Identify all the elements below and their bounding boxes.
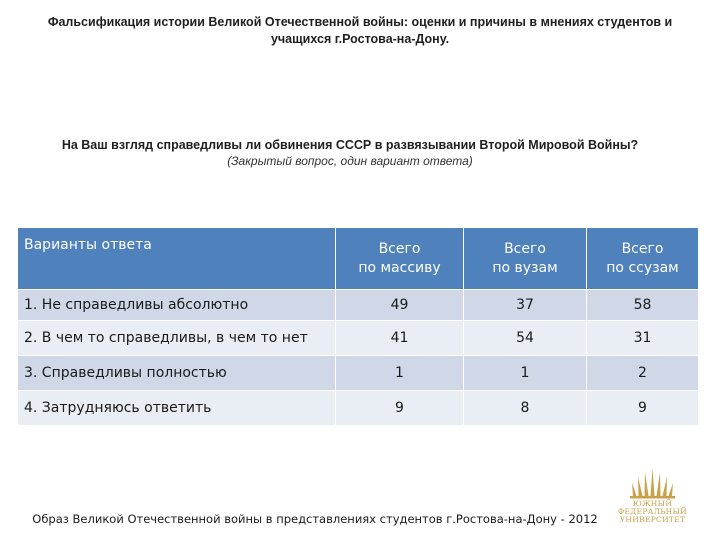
row-ssuz: 9 <box>587 391 699 426</box>
header-univ <box>464 228 587 290</box>
table-row <box>18 391 699 426</box>
logo-wordmark <box>610 500 695 524</box>
row-ssuz: 31 <box>587 321 699 356</box>
row-ssuz: 2 <box>587 356 699 391</box>
row-label: 4. Затрудняюсь ответить <box>18 391 336 426</box>
header-total-line2: по массиву <box>358 259 441 276</box>
header-variants: Варианты ответа <box>18 228 336 290</box>
header-ssuz-line1: Всего <box>621 240 664 257</box>
university-crown-icon <box>610 466 695 500</box>
row-label: 1. Не справедливы абсолютно <box>18 290 336 321</box>
question-block <box>40 137 660 169</box>
logo-line-1: ЮЖНЫЙ <box>632 499 673 508</box>
header-univ-line2: по вузам <box>492 259 558 276</box>
results-table <box>17 227 699 426</box>
row-ssuz: 58 <box>587 290 699 321</box>
footer-caption: Образ Великой Отечественной войны в представлениях студентов г.Ростова-на-Дону - 2012 <box>32 512 598 526</box>
header-ssuz <box>587 228 699 290</box>
row-total: 41 <box>336 321 464 356</box>
row-univ: 54 <box>464 321 587 356</box>
question-text: На Ваш взгляд справедливы ли обвинения СССР в развязывании Второй Мировой Войны? <box>61 138 639 152</box>
row-total: 9 <box>336 391 464 426</box>
row-univ: 37 <box>464 290 587 321</box>
row-label: 2. В чем то справедливы, в чем то нет <box>18 321 336 356</box>
table-row <box>18 290 699 321</box>
row-label: 3. Справедливы полностью <box>18 356 336 391</box>
row-univ: 8 <box>464 391 587 426</box>
question-note: (Закрытый вопрос, один вариант ответа) <box>227 154 473 168</box>
row-total: 49 <box>336 290 464 321</box>
table-header-row <box>18 228 699 290</box>
university-logo <box>610 466 695 532</box>
header-total <box>336 228 464 290</box>
logo-line-2: ФЕДЕРАЛЬНЫЙ <box>617 507 688 516</box>
row-total: 1 <box>336 356 464 391</box>
row-univ: 1 <box>464 356 587 391</box>
logo-line-3: УНИВЕРСИТЕТ <box>619 515 686 524</box>
table-row <box>18 356 699 391</box>
page-title: Фальсификация истории Великой Отечественной войны: оценки и причины в мнениях студентов и учащихся г.Ростова-на-Дону. <box>47 15 673 46</box>
table-row <box>18 321 699 356</box>
header-univ-line1: Всего <box>504 240 546 257</box>
header-ssuz-line2: по ссузам <box>606 259 679 276</box>
header-total-line1: Всего <box>378 240 421 257</box>
